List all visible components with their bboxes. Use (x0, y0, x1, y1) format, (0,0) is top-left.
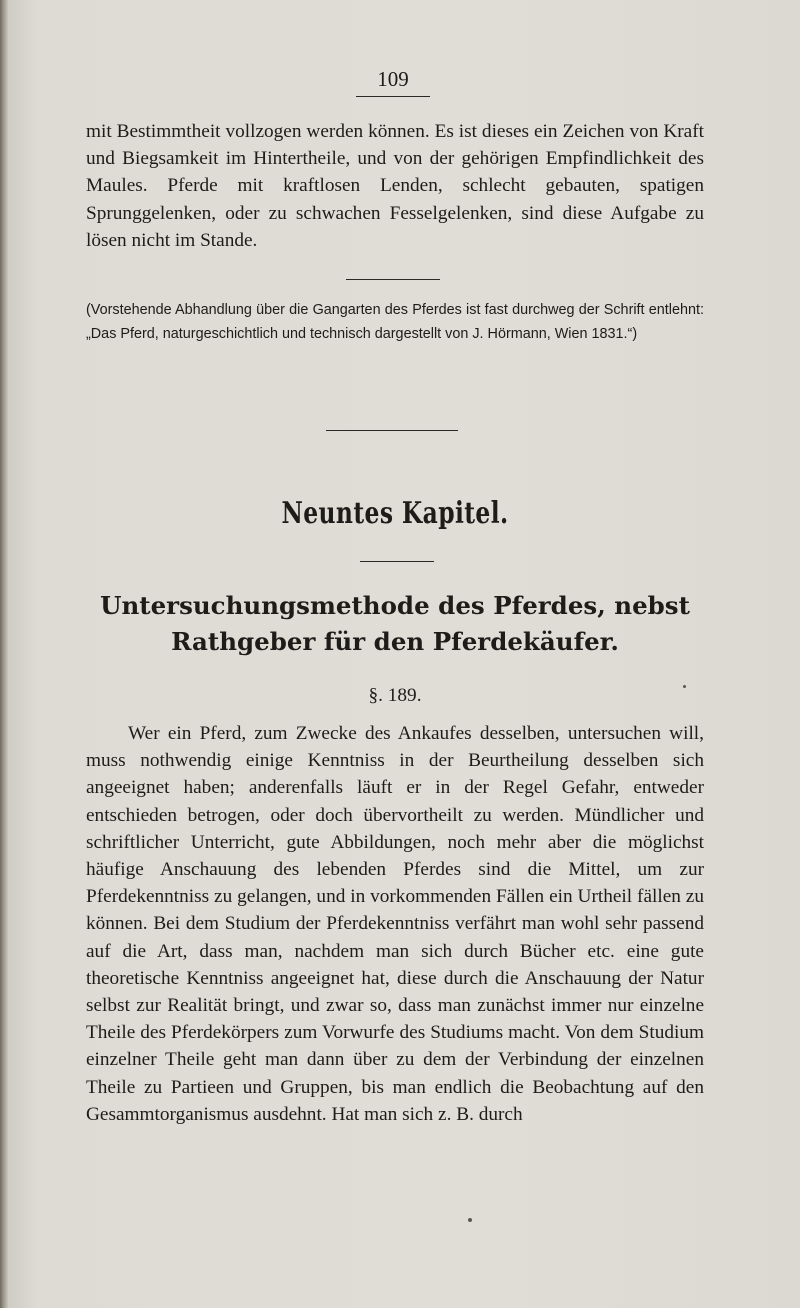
intro-paragraph-block (86, 118, 704, 254)
intro-paragraph: mit Bestimmtheit vollzogen werden können. Es ist dieses ein Zeichen von Kraft und Biegsamkeit im Hintertheile, und von der gehörigen Empfindlichkeit des Maules. Pferde mit kraftlosen Lenden, schlecht gebauten, spatigen Sprunggelenken, oder zu schwachen Fesselgelenken, sind diese Aufgabe zu lösen nicht im Stande. (86, 121, 704, 251)
page-number: 109 (377, 67, 409, 91)
section-number: §. 189. (368, 685, 422, 706)
divider-rule-middle (326, 430, 458, 431)
section-heading (86, 588, 704, 660)
page-number-rule (356, 96, 430, 97)
paper-speck (683, 685, 686, 688)
footnote-block (86, 298, 704, 346)
divider-rule-chapter (360, 561, 434, 562)
section-heading-line-1: Untersuchungsmethode des Pferdes, nebst (100, 591, 690, 620)
footnote-text: (Vorstehende Abhandlung über die Gangarten des Pferdes ist fast durchweg der Schrift entlehnt: „Das Pferd, naturgeschichtlich und technisch dargestellt von J. Hörmann, Wien 1831.“) (86, 302, 704, 342)
main-paragraph-block (86, 720, 704, 1128)
book-page (8, 0, 800, 1308)
chapter-title: Neuntes Kapitel. (281, 496, 509, 531)
main-paragraph: Wer ein Pferd, zum Zwecke des Ankaufes desselben, untersuchen will, muss nothwendig einige Kenntniss in der Beurtheilung desselben sich angeeignet haben; anderenfalls läuft er in der Regel Gefahr, entweder entschieden betrogen, oder doch übervortheilt zu werden. Mündlicher und schriftlicher Unterricht, gute Abbildungen, noch mehr aber die möglichst häufige Anschauung des lebenden Pferdes sind die Mittel, um zur Pferdekenntniss zu gelangen, und in vorkommenden Fällen ein Urtheil fällen zu können. Bei dem Studium der Pferdekenntniss verfährt man wohl sehr passend auf die Art, dass man, nachdem man sich durch Bücher etc. eine gute theoretische Kenntniss angeeignet hat, diese durch die Anschauung der Natur selbst zur Realität bringt, und zwar so, dass man zunächst immer nur einzelne Theile des Pferdekörpers zum Vorwurfe des Studiums macht. Von dem Studium einzelner Theile geht man dann über zu dem der Verbindung der einzelnen Theile zu Partieen und Gruppen, bis man endlich die Beobachtung auf den Gesammtorganismus ausdehnt. Hat man sich z. B. durch (86, 723, 704, 1125)
book-spine-edge (0, 0, 8, 1308)
divider-rule-top (346, 279, 440, 280)
paper-speck (468, 1218, 472, 1222)
section-heading-line-2: Rathgeber für den Pferdekäufer. (171, 627, 619, 656)
